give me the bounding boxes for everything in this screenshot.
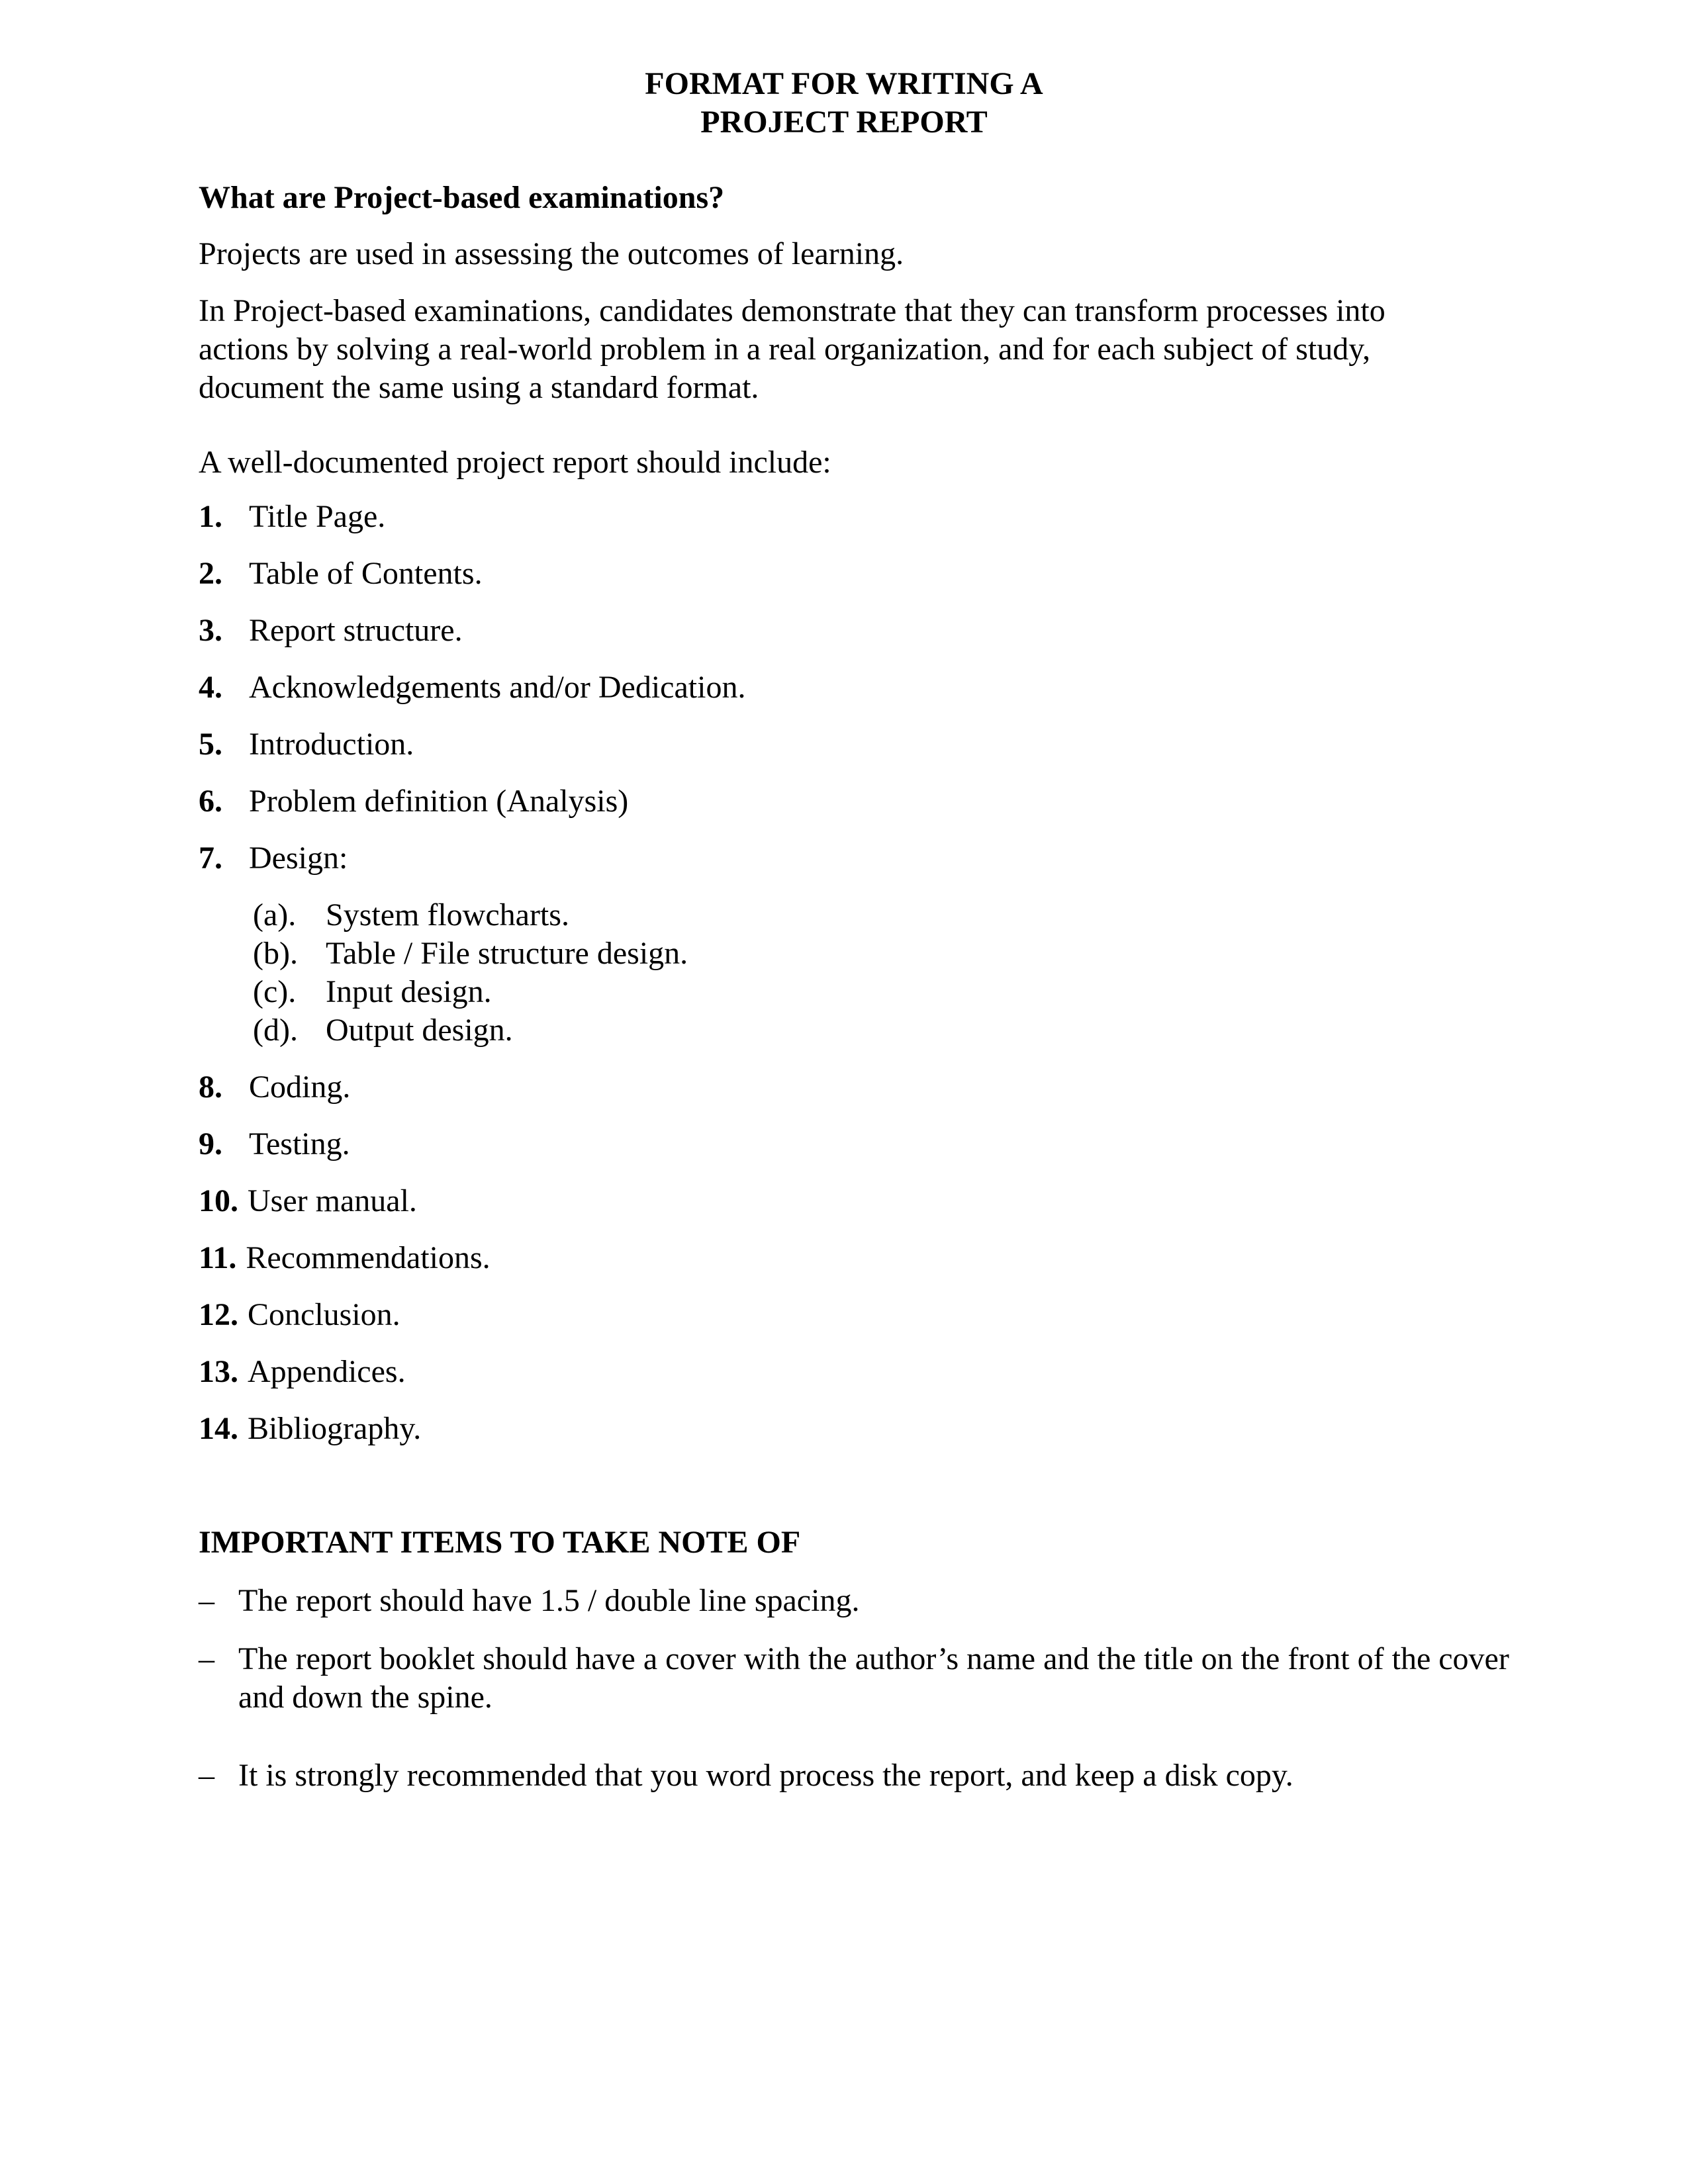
note-text: It is strongly recommended that you word process the report, and keep a disk copy. <box>238 1758 1293 1793</box>
sublist-item-text: Input design. <box>326 974 492 1009</box>
list-item-design <box>199 839 745 1048</box>
list-item-text: Introduction. <box>249 727 414 762</box>
list-item-text: Design: <box>249 841 348 876</box>
sublist-item-letter: (d). <box>253 1013 298 1048</box>
note-item <box>199 1582 1523 1620</box>
list-item-number: 7. <box>199 841 222 876</box>
sublist-item <box>253 934 688 973</box>
list-item-text: Table of Contents. <box>249 556 483 591</box>
list-item-number: 5. <box>199 727 222 762</box>
sublist-item-text: Output design. <box>326 1013 513 1048</box>
list-item-text: Bibliography. <box>248 1411 422 1446</box>
section-heading-project-based: What are Project-based examinations? <box>199 180 725 215</box>
list-item-text: Recommendations. <box>246 1240 491 1275</box>
list-item <box>199 1239 745 1277</box>
list-item <box>199 1353 745 1391</box>
list-item-number: 10. <box>199 1183 238 1218</box>
sublist-item-text: System flowcharts. <box>326 897 569 933</box>
list-item-text: Report structure. <box>249 613 463 648</box>
list-item <box>199 612 745 650</box>
sublist-item-letter: (c). <box>253 974 297 1009</box>
list-item-number: 4. <box>199 670 222 705</box>
list-item-number: 6. <box>199 784 222 819</box>
list-item-number: 1. <box>199 499 222 534</box>
list-item-text: Testing. <box>249 1126 350 1161</box>
list-item <box>199 1410 745 1448</box>
dash-bullet: – <box>199 1641 214 1676</box>
paragraph-assessing-outcomes: Projects are used in assessing the outcomes of learning. <box>199 236 904 271</box>
list-item <box>199 782 745 821</box>
document-title-line-1: FORMAT FOR WRITING A <box>645 66 1043 101</box>
sublist-item <box>253 973 688 1011</box>
list-item-number: 3. <box>199 613 222 648</box>
list-item-text: Title Page. <box>249 499 386 534</box>
dash-bullet: – <box>199 1758 214 1793</box>
list-item-text: Coding. <box>249 1069 351 1105</box>
design-sublist <box>253 896 688 1050</box>
list-item <box>199 555 745 593</box>
list-item-text: Acknowledgements and/or Dedication. <box>249 670 746 705</box>
list-item-text: Conclusion. <box>248 1297 400 1332</box>
list-item <box>199 1068 745 1107</box>
sublist-item-letter: (a). <box>253 897 297 933</box>
list-item-number: 8. <box>199 1069 222 1105</box>
list-item-number: 14. <box>199 1411 238 1446</box>
list-item <box>199 1125 745 1163</box>
note-item <box>199 1756 1523 1795</box>
note-item <box>199 1640 1523 1717</box>
list-item-text: Problem definition (Analysis) <box>249 784 629 819</box>
sublist-item-text: Table / File structure design. <box>326 936 688 971</box>
list-item <box>199 1296 745 1334</box>
note-text: The report booklet should have a cover with the author’s name and the title on the front of the cover and down the spine. <box>238 1641 1509 1715</box>
list-item-number: 13. <box>199 1354 238 1389</box>
list-item-number: 11. <box>199 1240 237 1275</box>
list-item-text: Appendices. <box>248 1354 406 1389</box>
paragraph-project-based-explanation: In Project-based examinations, candidates demonstrate that they can transform processes into actions by solving a real-world problem in a real organization, and for each subject of study, document the same using a standard format. <box>199 293 1385 405</box>
sublist-item-letter: (b). <box>253 936 298 971</box>
list-item-number: 2. <box>199 556 222 591</box>
list-item-number: 12. <box>199 1297 238 1332</box>
dash-bullet: – <box>199 1583 214 1618</box>
list-item-number: 9. <box>199 1126 222 1161</box>
report-contents-list <box>199 498 745 1467</box>
list-item <box>199 1182 745 1220</box>
list-item-text: User manual. <box>248 1183 417 1218</box>
list-item <box>199 498 745 536</box>
section-heading-important-items: IMPORTANT ITEMS TO TAKE NOTE OF <box>199 1525 801 1560</box>
sublist-item <box>253 1011 688 1050</box>
note-text: The report should have 1.5 / double line spacing. <box>238 1583 860 1618</box>
important-notes-list <box>199 1582 1523 1795</box>
list-item <box>199 725 745 764</box>
list-item <box>199 668 745 707</box>
list-intro: A well-documented project report should include: <box>199 445 831 480</box>
sublist-item <box>253 896 688 934</box>
document-title-line-2: PROJECT REPORT <box>700 105 988 140</box>
